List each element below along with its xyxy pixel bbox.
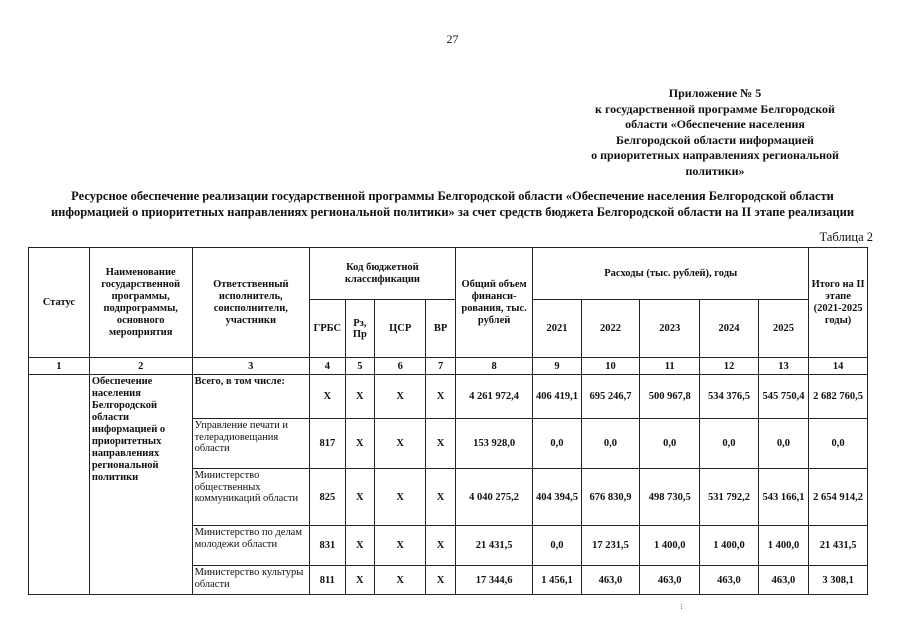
year-2021-cell: 406 419,1 [533, 375, 581, 419]
rzpr-cell: Х [345, 526, 374, 566]
header-stage-total: Итого на II этапе (2021-2025 годы) [809, 248, 868, 358]
appendix-line: Белгородской области информацией [616, 132, 814, 147]
header-expenses: Расходы (тыс. рублей), годы [533, 248, 809, 300]
year-2022-cell: 17 231,5 [581, 526, 640, 566]
column-number: 6 [375, 358, 426, 375]
scan-mark [681, 604, 683, 609]
csr-cell: Х [375, 375, 426, 419]
year-2025-cell: 0,0 [758, 419, 808, 469]
executor-cell: Министерство общественных коммуникаций области [192, 469, 309, 526]
column-number: 5 [345, 358, 374, 375]
executor-cell: Министерство по делам молодежи области [192, 526, 309, 566]
year-2022-cell: 695 246,7 [581, 375, 640, 419]
column-number: 12 [700, 358, 759, 375]
table-row [29, 375, 868, 419]
header-total-volume: Общий объем финанси-рования, тыс. рублей [455, 248, 533, 358]
appendix-line: к государственной программе Белгородской [595, 101, 835, 116]
column-number: 2 [89, 358, 192, 375]
header-vr: ВР [426, 300, 455, 358]
year-2024-cell: 0,0 [700, 419, 759, 469]
year-2025-cell: 543 166,1 [758, 469, 808, 526]
year-2025-cell: 545 750,4 [758, 375, 808, 419]
year-2023-cell: 498 730,5 [640, 469, 700, 526]
stage-total-cell: 2 682 760,5 [809, 375, 868, 419]
year-2022-cell: 0,0 [581, 419, 640, 469]
header-executor: Ответственный исполнитель, соисполнители, участники [192, 248, 309, 358]
column-number: 9 [533, 358, 581, 375]
stage-total-cell: 3 308,1 [809, 566, 868, 595]
csr-cell: Х [375, 566, 426, 595]
executor-cell: Министерство культуры области [192, 566, 309, 595]
vr-cell: Х [426, 375, 455, 419]
column-number-row [29, 358, 868, 375]
header-year: 2024 [700, 300, 759, 358]
column-number: 4 [310, 358, 346, 375]
vr-cell: Х [426, 419, 455, 469]
csr-cell: Х [375, 469, 426, 526]
header-rzpr: Рз, Пр [345, 300, 374, 358]
document-title [20, 189, 885, 220]
year-2023-cell: 500 967,8 [640, 375, 700, 419]
rzpr-cell: Х [345, 375, 374, 419]
total-cell: 17 344,6 [455, 566, 533, 595]
stage-total-cell: 21 431,5 [809, 526, 868, 566]
appendix-block [565, 86, 865, 179]
budget-table [28, 247, 868, 595]
page-number: 27 [446, 32, 459, 46]
vr-cell: Х [426, 469, 455, 526]
year-2025-cell: 463,0 [758, 566, 808, 595]
appendix-line: Приложение № 5 [668, 86, 762, 100]
header-csr: ЦСР [375, 300, 426, 358]
year-2025-cell: 1 400,0 [758, 526, 808, 566]
year-2023-cell: 0,0 [640, 419, 700, 469]
year-2023-cell: 463,0 [640, 566, 700, 595]
stage-total-cell: 0,0 [809, 419, 868, 469]
appendix-line: области «Обеспечение населения [625, 117, 805, 131]
status-cell [29, 375, 90, 595]
csr-cell: Х [375, 526, 426, 566]
column-number: 8 [455, 358, 533, 375]
grbs-cell: 811 [310, 566, 346, 595]
header-year: 2025 [758, 300, 808, 358]
year-2021-cell: 1 456,1 [533, 566, 581, 595]
column-number: 7 [426, 358, 455, 375]
grbs-cell: 831 [310, 526, 346, 566]
column-number: 3 [192, 358, 309, 375]
column-number: 13 [758, 358, 808, 375]
rzpr-cell: Х [345, 566, 374, 595]
executor-cell: Всего, в том числе: [192, 375, 309, 419]
title-line: Ресурсное обеспечение реализации государственной программы Белгородской области «Обеспечение населения Белгородской области [71, 189, 834, 203]
vr-cell: Х [426, 526, 455, 566]
year-2021-cell: 0,0 [533, 419, 581, 469]
column-number: 10 [581, 358, 640, 375]
program-name-cell: Обеспечение населения Белгородской области информацией о приоритетных направлениях региональной политики [89, 375, 192, 595]
title-line: информацией о приоритетных направлениях региональной политики» за счет средств бюджета Белгородской области на II этапе реализации [50, 204, 855, 219]
csr-cell: Х [375, 419, 426, 469]
year-2024-cell: 534 376,5 [700, 375, 759, 419]
stage-total-cell: 2 654 914,2 [809, 469, 868, 526]
total-cell: 153 928,0 [455, 419, 533, 469]
column-number: 11 [640, 358, 700, 375]
year-2024-cell: 531 792,2 [700, 469, 759, 526]
header-program: Наименование государственной программы, подпрограммы, основного мероприятия [89, 248, 192, 358]
header-year: 2021 [533, 300, 581, 358]
header-year: 2023 [640, 300, 700, 358]
column-number: 14 [809, 358, 868, 375]
header-status: Статус [29, 248, 90, 358]
appendix-line: политики» [685, 163, 745, 178]
total-cell: 4 261 972,4 [455, 375, 533, 419]
year-2022-cell: 463,0 [581, 566, 640, 595]
column-number: 1 [29, 358, 90, 375]
year-2024-cell: 463,0 [700, 566, 759, 595]
header-year: 2022 [581, 300, 640, 358]
appendix-line: о приоритетных направлениях региональной [591, 148, 839, 162]
header-grbs: ГРБС [310, 300, 346, 358]
year-2022-cell: 676 830,9 [581, 469, 640, 526]
executor-cell: Управление печати и телерадиовещания области [192, 419, 309, 469]
grbs-cell: Х [310, 375, 346, 419]
grbs-cell: 825 [310, 469, 346, 526]
total-cell: 4 040 275,2 [455, 469, 533, 526]
total-cell: 21 431,5 [455, 526, 533, 566]
header-budget-code: Код бюджетной классификации [310, 248, 456, 300]
rzpr-cell: Х [345, 419, 374, 469]
grbs-cell: 817 [310, 419, 346, 469]
table-label: Таблица 2 [819, 230, 873, 244]
rzpr-cell: Х [345, 469, 374, 526]
vr-cell: Х [426, 566, 455, 595]
year-2023-cell: 1 400,0 [640, 526, 700, 566]
year-2021-cell: 0,0 [533, 526, 581, 566]
year-2021-cell: 404 394,5 [533, 469, 581, 526]
year-2024-cell: 1 400,0 [700, 526, 759, 566]
